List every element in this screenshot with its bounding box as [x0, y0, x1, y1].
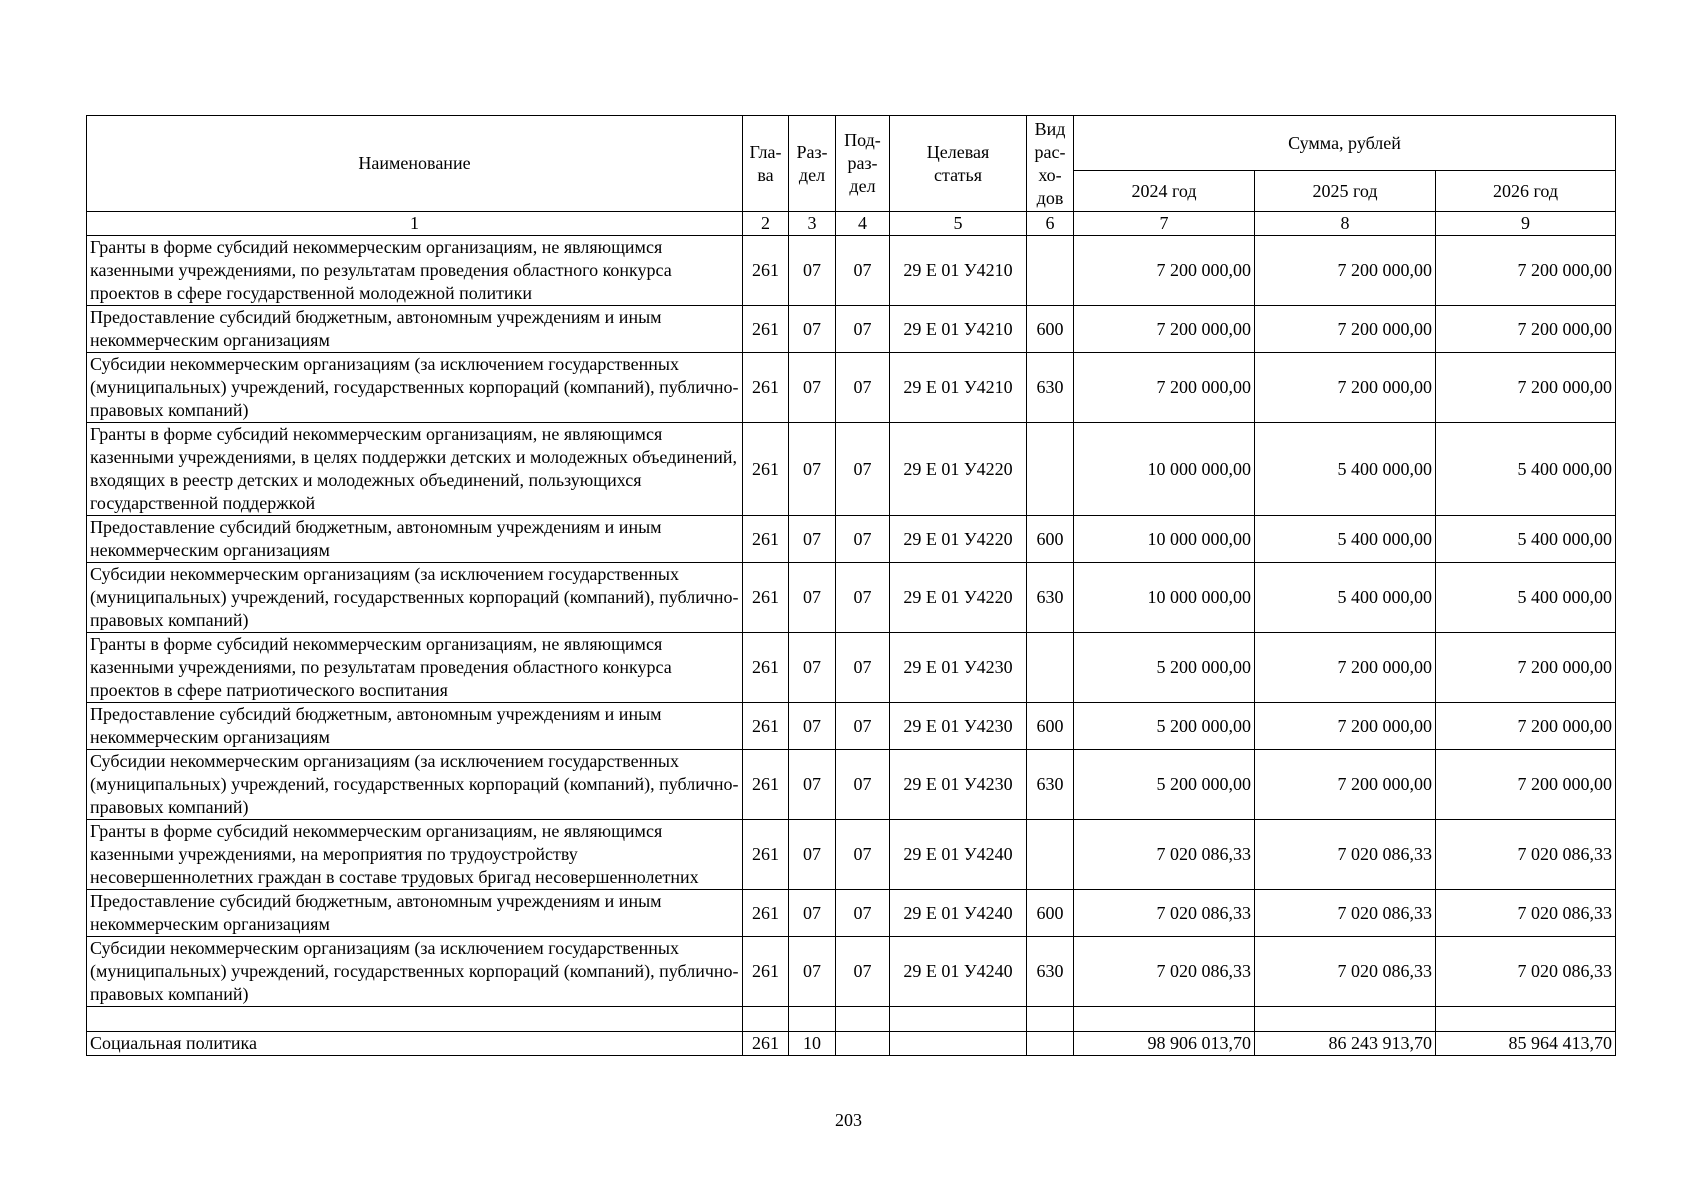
table-row-section	[87, 1032, 1616, 1056]
header-podrazdel: Под- раз- дел	[836, 116, 890, 212]
row-tselevaya-statya: 29 Е 01 У4230	[890, 633, 1027, 703]
row-sum-2026: 7 200 000,00	[1436, 703, 1616, 750]
header-name: Наименование	[87, 116, 743, 212]
row-sum-2025: 5 400 000,00	[1255, 423, 1436, 516]
col-number: 7	[1074, 212, 1255, 236]
row-tselevaya-statya: 29 Е 01 У4230	[890, 750, 1027, 820]
row-name: Субсидии некоммерческим организациям (за исключением государственных (муниципальных) учреждений, государственных корпораций (компаний), публично-правовых компаний)	[87, 750, 743, 820]
row-tselevaya-statya: 29 Е 01 У4220	[890, 423, 1027, 516]
col-number: 6	[1027, 212, 1074, 236]
row-sum-2026: 5 400 000,00	[1436, 563, 1616, 633]
col-number: 8	[1255, 212, 1436, 236]
row-vid: 600	[1027, 703, 1074, 750]
row-sum-2024: 10 000 000,00	[1074, 563, 1255, 633]
page-number: 203	[835, 1110, 862, 1130]
col-number: 5	[890, 212, 1027, 236]
row-sum-2026: 7 020 086,33	[1436, 820, 1616, 890]
row-sum-2025: 5 400 000,00	[1255, 516, 1436, 563]
row-sum-2025: 7 020 086,33	[1255, 890, 1436, 937]
row-name: Предоставление субсидий бюджетным, автономным учреждениям и иным некоммерческим организациям	[87, 703, 743, 750]
row-vid	[1027, 423, 1074, 516]
row-podrazdel: 07	[836, 306, 890, 353]
header-razdel: Раз- дел	[789, 116, 836, 212]
header-summa: Сумма, рублей	[1074, 116, 1616, 171]
row-name: Субсидии некоммерческим организациям (за исключением государственных (муниципальных) учреждений, государственных корпораций (компаний), публично-правовых компаний)	[87, 353, 743, 423]
table-row	[87, 633, 1616, 703]
row-name: Гранты в форме субсидий некоммерческим организациям, не являющимся казенными учреждениями, по результатам проведения областного конкурса проектов в сфере государственной молодежной политики	[87, 236, 743, 306]
row-name: Предоставление субсидий бюджетным, автономным учреждениям и иным некоммерческим организациям	[87, 306, 743, 353]
row-sum-2024	[1074, 1007, 1255, 1032]
row-name: Социальная политика	[87, 1032, 743, 1056]
row-sum-2026: 7 200 000,00	[1436, 633, 1616, 703]
row-razdel: 07	[789, 890, 836, 937]
row-sum-2025: 7 200 000,00	[1255, 633, 1436, 703]
row-razdel: 07	[789, 306, 836, 353]
row-sum-2024: 7 020 086,33	[1074, 820, 1255, 890]
col-number: 3	[789, 212, 836, 236]
row-razdel: 07	[789, 750, 836, 820]
row-vid	[1027, 820, 1074, 890]
row-vid	[1027, 1032, 1074, 1056]
header-year-2026: 2026 год	[1436, 171, 1616, 212]
row-glava	[743, 1007, 789, 1032]
row-sum-2026: 85 964 413,70	[1436, 1032, 1616, 1056]
row-sum-2024: 5 200 000,00	[1074, 633, 1255, 703]
row-sum-2026: 7 200 000,00	[1436, 306, 1616, 353]
row-sum-2025: 7 200 000,00	[1255, 750, 1436, 820]
row-razdel: 07	[789, 633, 836, 703]
row-podrazdel: 07	[836, 516, 890, 563]
row-glava: 261	[743, 890, 789, 937]
row-vid: 630	[1027, 353, 1074, 423]
row-name: Предоставление субсидий бюджетным, автономным учреждениям и иным некоммерческим организациям	[87, 890, 743, 937]
row-podrazdel: 07	[836, 703, 890, 750]
row-sum-2024: 7 200 000,00	[1074, 306, 1255, 353]
row-glava: 261	[743, 750, 789, 820]
row-tselevaya-statya: 29 Е 01 У4230	[890, 703, 1027, 750]
row-sum-2026: 7 020 086,33	[1436, 937, 1616, 1007]
table-row	[87, 703, 1616, 750]
row-sum-2025: 5 400 000,00	[1255, 563, 1436, 633]
row-tselevaya-statya: 29 Е 01 У4210	[890, 353, 1027, 423]
row-razdel: 07	[789, 703, 836, 750]
row-podrazdel: 07	[836, 937, 890, 1007]
row-tselevaya-statya: 29 Е 01 У4210	[890, 306, 1027, 353]
row-sum-2024: 5 200 000,00	[1074, 703, 1255, 750]
row-razdel: 10	[789, 1032, 836, 1056]
row-tselevaya-statya: 29 Е 01 У4210	[890, 236, 1027, 306]
row-podrazdel: 07	[836, 236, 890, 306]
row-razdel: 07	[789, 563, 836, 633]
table-row	[87, 306, 1616, 353]
row-glava: 261	[743, 353, 789, 423]
row-glava: 261	[743, 563, 789, 633]
row-vid	[1027, 236, 1074, 306]
table-row	[87, 820, 1616, 890]
row-vid: 600	[1027, 516, 1074, 563]
row-tselevaya-statya: 29 Е 01 У4240	[890, 937, 1027, 1007]
row-podrazdel: 07	[836, 750, 890, 820]
header-year-2024: 2024 год	[1074, 171, 1255, 212]
row-sum-2024: 7 020 086,33	[1074, 937, 1255, 1007]
row-podrazdel: 07	[836, 353, 890, 423]
header-year-2025: 2025 год	[1255, 171, 1436, 212]
row-tselevaya-statya	[890, 1032, 1027, 1056]
col-number: 2	[743, 212, 789, 236]
row-vid: 630	[1027, 750, 1074, 820]
row-podrazdel	[836, 1007, 890, 1032]
row-podrazdel: 07	[836, 423, 890, 516]
row-vid: 600	[1027, 306, 1074, 353]
row-tselevaya-statya: 29 Е 01 У4220	[890, 516, 1027, 563]
col-number: 9	[1436, 212, 1616, 236]
row-sum-2025: 7 200 000,00	[1255, 236, 1436, 306]
row-glava: 261	[743, 820, 789, 890]
row-podrazdel	[836, 1032, 890, 1056]
row-sum-2024: 7 200 000,00	[1074, 236, 1255, 306]
row-sum-2024: 7 200 000,00	[1074, 353, 1255, 423]
row-vid: 630	[1027, 937, 1074, 1007]
row-glava: 261	[743, 306, 789, 353]
table-row	[87, 890, 1616, 937]
row-sum-2024: 98 906 013,70	[1074, 1032, 1255, 1056]
header-vid-rashodov: Вид рас- хо- дов	[1027, 116, 1074, 212]
row-sum-2025: 7 020 086,33	[1255, 937, 1436, 1007]
row-glava: 261	[743, 1032, 789, 1056]
row-sum-2025: 7 200 000,00	[1255, 306, 1436, 353]
row-sum-2026: 5 400 000,00	[1436, 516, 1616, 563]
row-vid	[1027, 1007, 1074, 1032]
row-sum-2024: 7 020 086,33	[1074, 890, 1255, 937]
row-sum-2025: 86 243 913,70	[1255, 1032, 1436, 1056]
row-sum-2025	[1255, 1007, 1436, 1032]
row-name: Субсидии некоммерческим организациям (за исключением государственных (муниципальных) учреждений, государственных корпораций (компаний), публично-правовых компаний)	[87, 563, 743, 633]
row-name: Гранты в форме субсидий некоммерческим организациям, не являющимся казенными учреждениями, по результатам проведения областного конкурса проектов в сфере патриотического воспитания	[87, 633, 743, 703]
row-sum-2024: 10 000 000,00	[1074, 516, 1255, 563]
row-vid	[1027, 633, 1074, 703]
row-sum-2026: 7 200 000,00	[1436, 353, 1616, 423]
row-podrazdel: 07	[836, 633, 890, 703]
table-row	[87, 236, 1616, 306]
row-glava: 261	[743, 236, 789, 306]
row-razdel: 07	[789, 353, 836, 423]
table-row	[87, 750, 1616, 820]
row-razdel: 07	[789, 937, 836, 1007]
row-razdel: 07	[789, 820, 836, 890]
row-name: Предоставление субсидий бюджетным, автономным учреждениям и иным некоммерческим организациям	[87, 516, 743, 563]
row-sum-2025: 7 200 000,00	[1255, 703, 1436, 750]
row-glava: 261	[743, 937, 789, 1007]
row-razdel: 07	[789, 236, 836, 306]
row-name: Гранты в форме субсидий некоммерческим организациям, не являющимся казенными учреждениями, на мероприятия по трудоустройству несовершеннолетних граждан в составе трудовых бригад несовершеннолетних	[87, 820, 743, 890]
row-name	[87, 1007, 743, 1032]
row-razdel: 07	[789, 516, 836, 563]
row-glava: 261	[743, 703, 789, 750]
header-glava: Гла- ва	[743, 116, 789, 212]
row-sum-2025: 7 200 000,00	[1255, 353, 1436, 423]
budget-table	[86, 115, 1616, 1056]
row-glava: 261	[743, 633, 789, 703]
row-razdel: 07	[789, 423, 836, 516]
row-tselevaya-statya: 29 Е 01 У4220	[890, 563, 1027, 633]
header-tselevaya-statya: Целевая статья	[890, 116, 1027, 212]
row-sum-2026: 5 400 000,00	[1436, 423, 1616, 516]
table-row-empty	[87, 1007, 1616, 1032]
row-tselevaya-statya	[890, 1007, 1027, 1032]
col-number: 4	[836, 212, 890, 236]
row-tselevaya-statya: 29 Е 01 У4240	[890, 820, 1027, 890]
row-sum-2024: 5 200 000,00	[1074, 750, 1255, 820]
row-sum-2026: 7 020 086,33	[1436, 890, 1616, 937]
row-glava: 261	[743, 516, 789, 563]
row-name: Субсидии некоммерческим организациям (за исключением государственных (муниципальных) учреждений, государственных корпораций (компаний), публично-правовых компаний)	[87, 937, 743, 1007]
row-sum-2026	[1436, 1007, 1616, 1032]
row-vid: 630	[1027, 563, 1074, 633]
row-sum-2025: 7 020 086,33	[1255, 820, 1436, 890]
row-vid: 600	[1027, 890, 1074, 937]
table-row	[87, 516, 1616, 563]
table-row	[87, 937, 1616, 1007]
row-sum-2024: 10 000 000,00	[1074, 423, 1255, 516]
col-number: 1	[87, 212, 743, 236]
row-podrazdel: 07	[836, 890, 890, 937]
table-row	[87, 423, 1616, 516]
row-sum-2026: 7 200 000,00	[1436, 236, 1616, 306]
row-podrazdel: 07	[836, 563, 890, 633]
table-row	[87, 353, 1616, 423]
row-sum-2026: 7 200 000,00	[1436, 750, 1616, 820]
row-name: Гранты в форме субсидий некоммерческим организациям, не являющимся казенными учреждениями, в целях поддержки детских и молодежных объединений, входящих в реестр детских и молодежных объединений, пользующихся государственной поддержкой	[87, 423, 743, 516]
row-tselevaya-statya: 29 Е 01 У4240	[890, 890, 1027, 937]
row-glava: 261	[743, 423, 789, 516]
table-row	[87, 563, 1616, 633]
row-razdel	[789, 1007, 836, 1032]
row-podrazdel: 07	[836, 820, 890, 890]
